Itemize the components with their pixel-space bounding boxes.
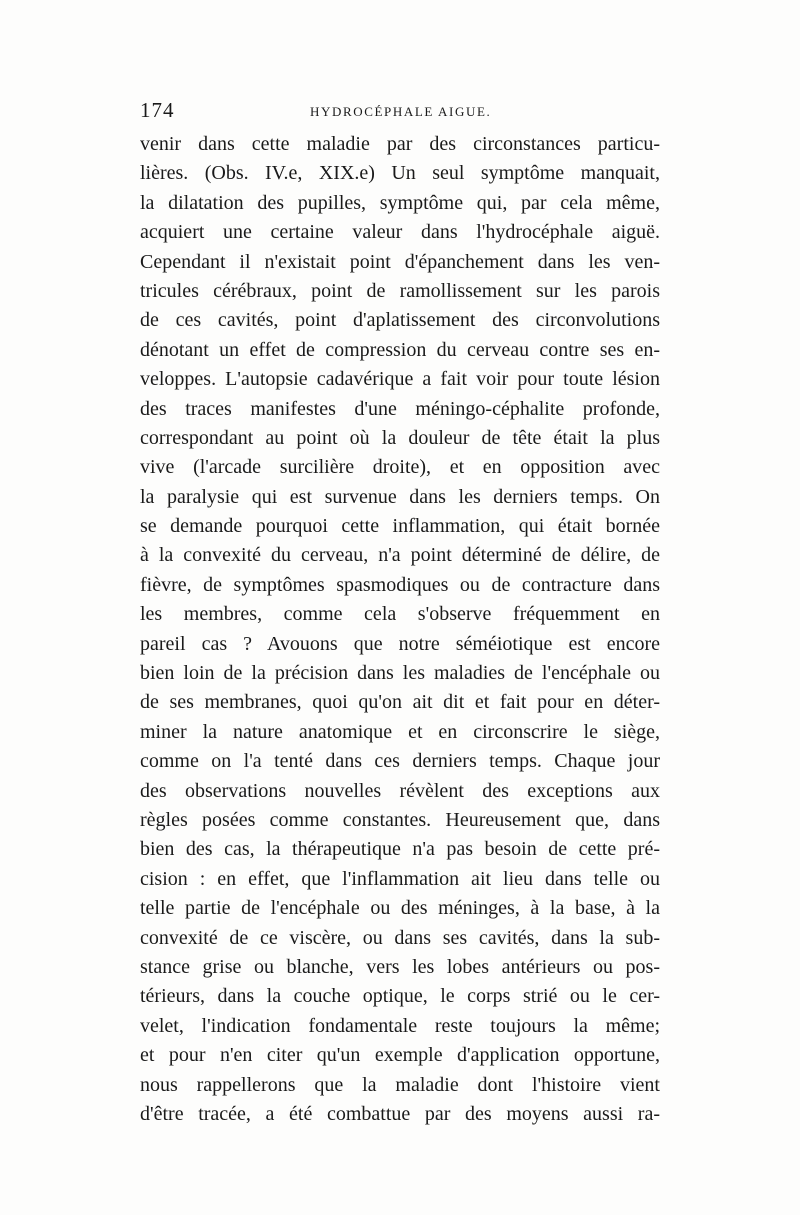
text-line: à la convexité du cerveau, n'a point déterminé de délire, de — [140, 544, 660, 567]
text-line: la paralysie qui est survenue dans les derniers temps. On — [140, 485, 660, 508]
text-line: lières. (Obs. IV.e, XIX.e) Un seul symptôme manquait, — [140, 162, 660, 185]
text-line: telle partie de l'encéphale ou des méninges, à la base, à la — [140, 897, 660, 920]
text-line: convexité de ce viscère, ou dans ses cavités, dans la sub- — [140, 926, 660, 949]
running-title: HYDROCÉPHALE AIGUE. — [310, 104, 492, 119]
text-line: velet, l'indication fondamentale reste toujours la même; — [140, 1014, 660, 1037]
body-text — [140, 130, 660, 1129]
text-line: dénotant un effet de compression du cerveau contre ses en- — [140, 338, 660, 361]
text-line: correspondant au point où la douleur de tête était la plus — [140, 426, 660, 449]
page-number: 174 — [140, 98, 175, 122]
running-head — [140, 98, 660, 128]
text-line: et pour n'en citer qu'un exemple d'application opportune, — [140, 1044, 660, 1067]
text-line: de ces cavités, point d'aplatissement des circonvolutions — [140, 309, 660, 332]
text-line: de ses membranes, quoi qu'on ait dit et fait pour en déter- — [140, 691, 660, 714]
text-line: venir dans cette maladie par des circonstances particu- — [140, 133, 660, 155]
text-line: fièvre, de symptômes spasmodiques ou de contracture dans — [140, 573, 660, 596]
text-line: tricules cérébraux, point de ramollissement sur les parois — [140, 279, 660, 302]
text-line: d'être tracée, a été combattue par des moyens aussi ra- — [140, 1102, 660, 1125]
text-line: stance grise ou blanche, vers les lobes antérieurs ou pos- — [140, 955, 660, 978]
text-line: cision : en effet, que l'inflammation ait lieu dans telle ou — [140, 867, 660, 890]
text-line: les membres, comme cela s'observe fréquemment en — [140, 603, 660, 626]
text-line: règles posées comme constantes. Heureusement que, dans — [140, 808, 660, 831]
text-line: nous rappellerons que la maladie dont l'histoire vient — [140, 1073, 660, 1096]
text-line: des observations nouvelles révèlent des exceptions aux — [140, 779, 660, 802]
text-line: miner la nature anatomique et en circonscrire le siège, — [140, 720, 660, 743]
text-line: comme on l'a tenté dans ces derniers temps. Chaque jour — [140, 750, 660, 773]
text-line: des traces manifestes d'une méningo-céphalite profonde, — [140, 397, 660, 420]
text-line: Cependant il n'existait point d'épanchement dans les ven- — [140, 250, 660, 273]
text-line: térieurs, dans la couche optique, le corps strié ou le cer- — [140, 985, 660, 1008]
text-line: se demande pourquoi cette inflammation, qui était bornée — [140, 515, 660, 538]
text-line: acquiert une certaine valeur dans l'hydrocéphale aiguë. — [140, 221, 660, 244]
text-line: veloppes. L'autopsie cadavérique a fait voir pour toute lésion — [140, 368, 660, 391]
text-line: pareil cas ? Avouons que notre séméiotique est encore — [140, 632, 660, 655]
text-line: vive (l'arcade surcilière droite), et en opposition avec — [140, 456, 660, 479]
text-line: bien loin de la précision dans les maladies de l'encéphale ou — [140, 662, 660, 685]
text-line: bien des cas, la thérapeutique n'a pas besoin de cette pré- — [140, 838, 660, 861]
text-line: la dilatation des pupilles, symptôme qui, par cela même, — [140, 191, 660, 214]
